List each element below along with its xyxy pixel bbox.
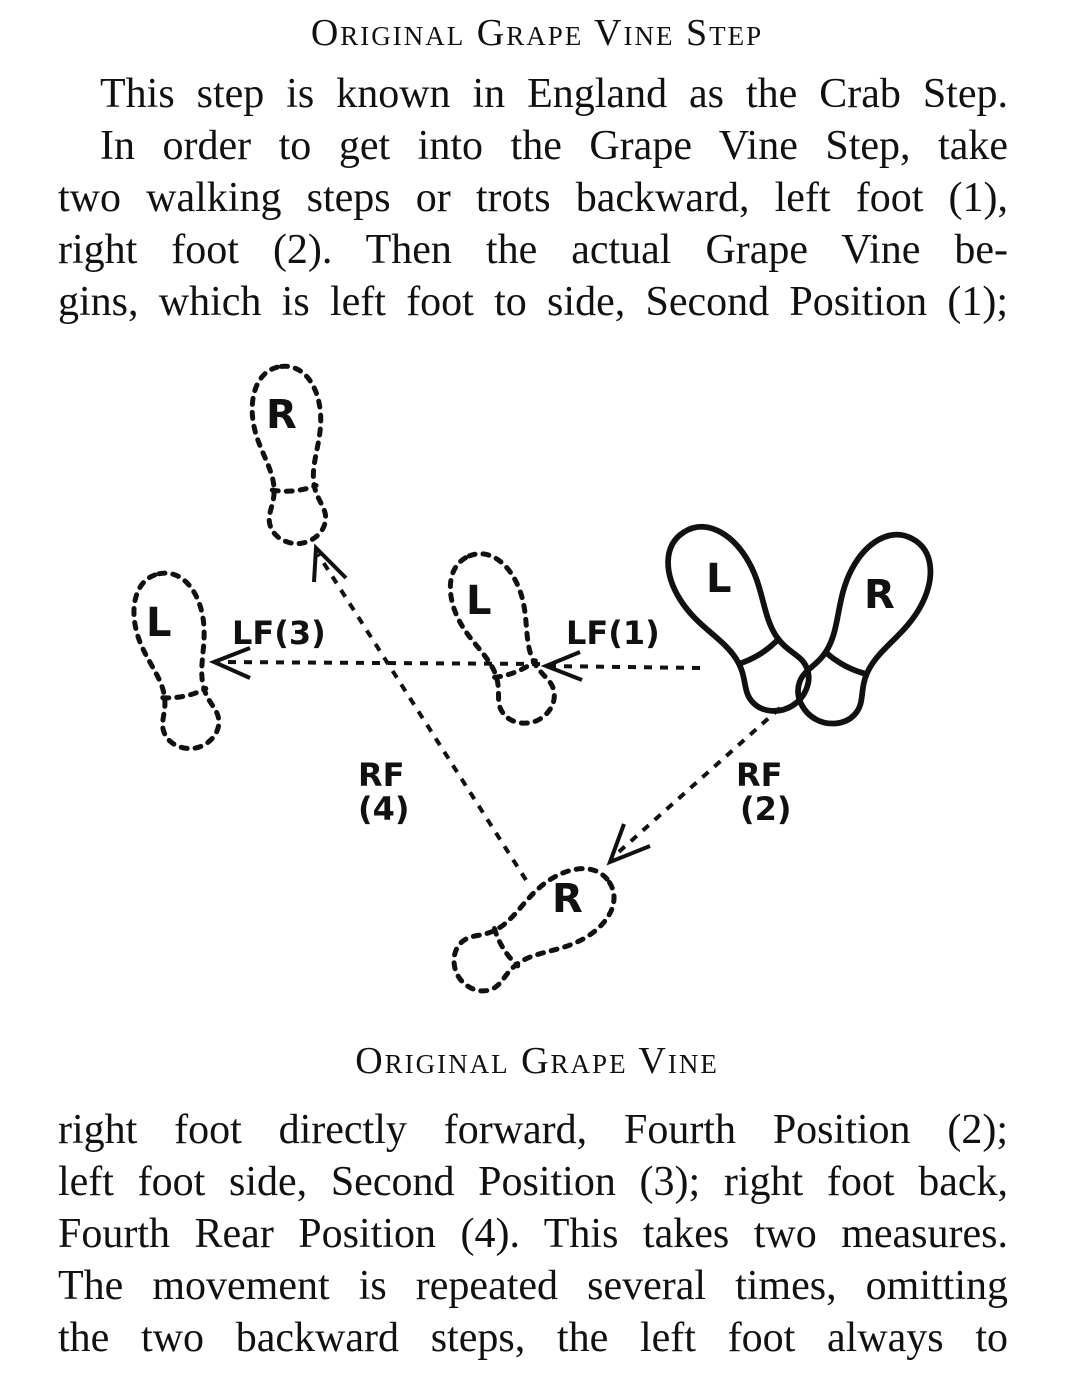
page-title: Original Grape Vine Step xyxy=(310,12,764,54)
path-lf3 xyxy=(218,662,540,664)
path-lf1 xyxy=(548,666,700,668)
text-line: right foot directly forward, Fourth Position (2); xyxy=(58,1107,1008,1153)
text-line: The movement is repeated several times, omitting xyxy=(58,1263,1008,1309)
text-line: left foot side, Second Position (3); right foot back, xyxy=(58,1159,1008,1205)
arrowhead-rf4 xyxy=(314,548,346,582)
foot-letter-step-2-right: R xyxy=(552,876,583,922)
foot-letter-step-1-left: L xyxy=(466,578,492,624)
footprint-step-1-left xyxy=(438,543,568,734)
text-line: right foot (2). Then the actual Grape Vine be- xyxy=(58,227,1008,273)
foot-letter-step-4-right: R xyxy=(266,392,297,438)
text-line: Fourth Rear Position (4). This takes two measures. xyxy=(58,1211,1008,1257)
label-rf4-line2: (4) xyxy=(358,790,410,828)
figure-caption: Original Grape Vine xyxy=(355,1040,719,1082)
foot-letter-start-left: L xyxy=(706,556,732,602)
label-lf1: LF(1) xyxy=(566,614,660,652)
arrowhead-lf1 xyxy=(546,652,582,680)
foot-letter-start-right: R xyxy=(864,572,895,618)
grape-vine-diagram xyxy=(0,330,1074,1030)
label-lf3: LF(3) xyxy=(232,614,326,652)
label-rf2-line1: RF xyxy=(736,756,783,794)
footprint-step-2-right xyxy=(441,854,628,1006)
text-line: In order to get into the Grape Vine Step, take xyxy=(100,123,1008,169)
label-rf4-line1: RF xyxy=(358,756,405,794)
foot-letter-step-3-left: L xyxy=(146,600,172,646)
text-line: This step is known in England as the Crab Step. xyxy=(100,71,1008,117)
label-rf2-line2: (2) xyxy=(740,790,792,828)
footprint-start-right xyxy=(782,520,947,737)
text-line: two walking steps or trots backward, left foot (1), xyxy=(58,175,1008,221)
path-rf4 xyxy=(318,554,526,880)
text-line: gins, which is left foot to side, Second Position (1); xyxy=(58,279,1008,325)
footprint-step-4-right xyxy=(248,363,334,547)
text-line: the two backward steps, the left foot always to xyxy=(58,1315,1008,1361)
